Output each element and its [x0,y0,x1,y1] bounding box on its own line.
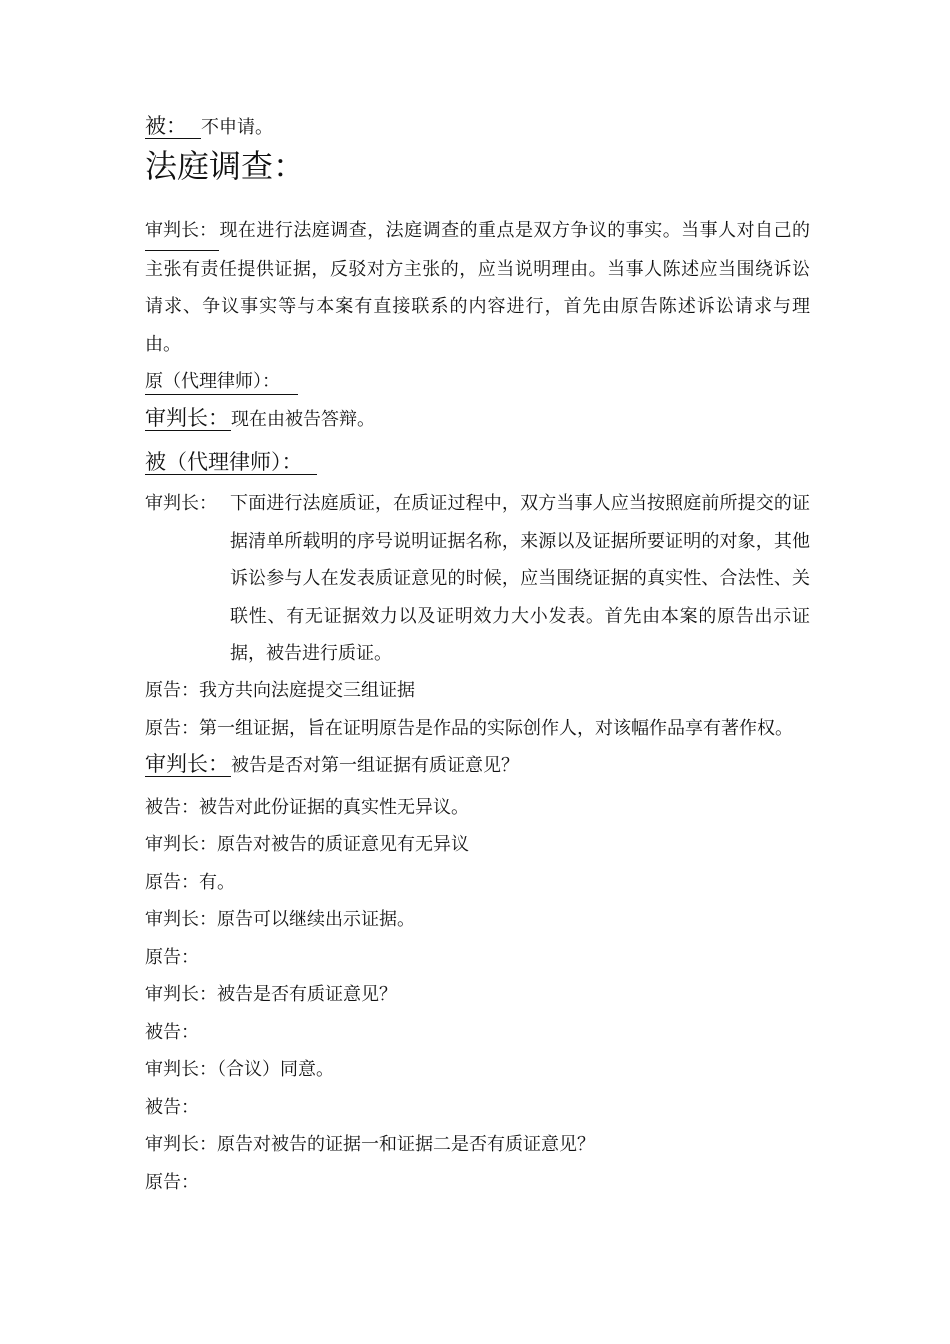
line-defendant-blank: 被告： [145,1022,199,1043]
line-judge-ask-plaintiff: 审判长：原告对被告的质证意见有无异议 [145,834,469,855]
paragraph-cross-examination [145,485,810,675]
speaker-label: 被： [145,114,201,139]
line-defendant-no-objection: 被告：被告对此份证据的真实性无异议。 [145,797,469,818]
line-defendant-blank-2: 被告： [145,1097,199,1118]
line-judge-continue: 审判长：原告可以继续出示证据。 [145,909,415,930]
line-judge-defense [145,406,375,432]
line-judge-agree: 审判长：（合议）同意。 [145,1059,334,1080]
line-plaintiff-lawyer [145,370,298,395]
speaker-label: 审判长： [145,493,217,514]
speaker-label: 审判长： [145,212,219,251]
line-plaintiff-yes: 原告：有。 [145,872,235,893]
paragraph-text: 现在进行法庭调查，法庭调查的重点是双方争议的事实。当事人对自己的主张有责任提供证据，反驳对方主张的，应当说明理由。当事人陈述应当围绕诉讼请求、争议事实等与本案有直接联系的内容进行，首先由原告陈述诉讼请求与理由。 [145,220,810,355]
speaker-label: 审判长： [145,752,229,776]
line-text: 不申请。 [201,117,273,138]
line-plaintiff-blank-2: 原告： [145,1172,199,1193]
line-judge-opinion: 审判长：被告是否有质证意见？ [145,984,397,1005]
line-plaintiff-group-one: 原告：第一组证据，旨在证明原告是作品的实际创作人，对该幅作品享有著作权。 [145,718,793,739]
line-judge-evidence-question: 审判长：原告对被告的证据一和证据二是否有质证意见？ [145,1134,595,1155]
line-plaintiff-evidence: 原告：我方共向法庭提交三组证据 [145,680,415,701]
section-heading: 法庭调查： [145,147,306,185]
line-defendant-no-apply [145,114,273,140]
line-defendant-lawyer [145,450,317,476]
paragraph-text: 下面进行法庭质证，在质证过程中，双方当事人应当按照庭前所提交的证据清单所载明的序号说明证据名称，来源以及证据所要证明的对象，其他诉讼参与人在发表质证意见的时候，应当围绕证据的真实性、合法性、关联性、有无证据效力以及证明效力大小发表。首先由本案的原告出示证据，被告进行质证。 [230,493,810,664]
speaker-label: 审判长： [145,406,229,430]
speaker-label: 原（代理律师）： [145,370,298,395]
line-text: 被告是否对第一组证据有质证意见？ [231,755,519,776]
line-plaintiff-blank: 原告： [145,947,199,968]
paragraph-court-investigation [145,212,810,363]
line-judge-ask-defendant [145,752,519,778]
line-text: 现在由被告答辩。 [231,409,375,430]
speaker-label: 被（代理律师）： [145,450,317,475]
